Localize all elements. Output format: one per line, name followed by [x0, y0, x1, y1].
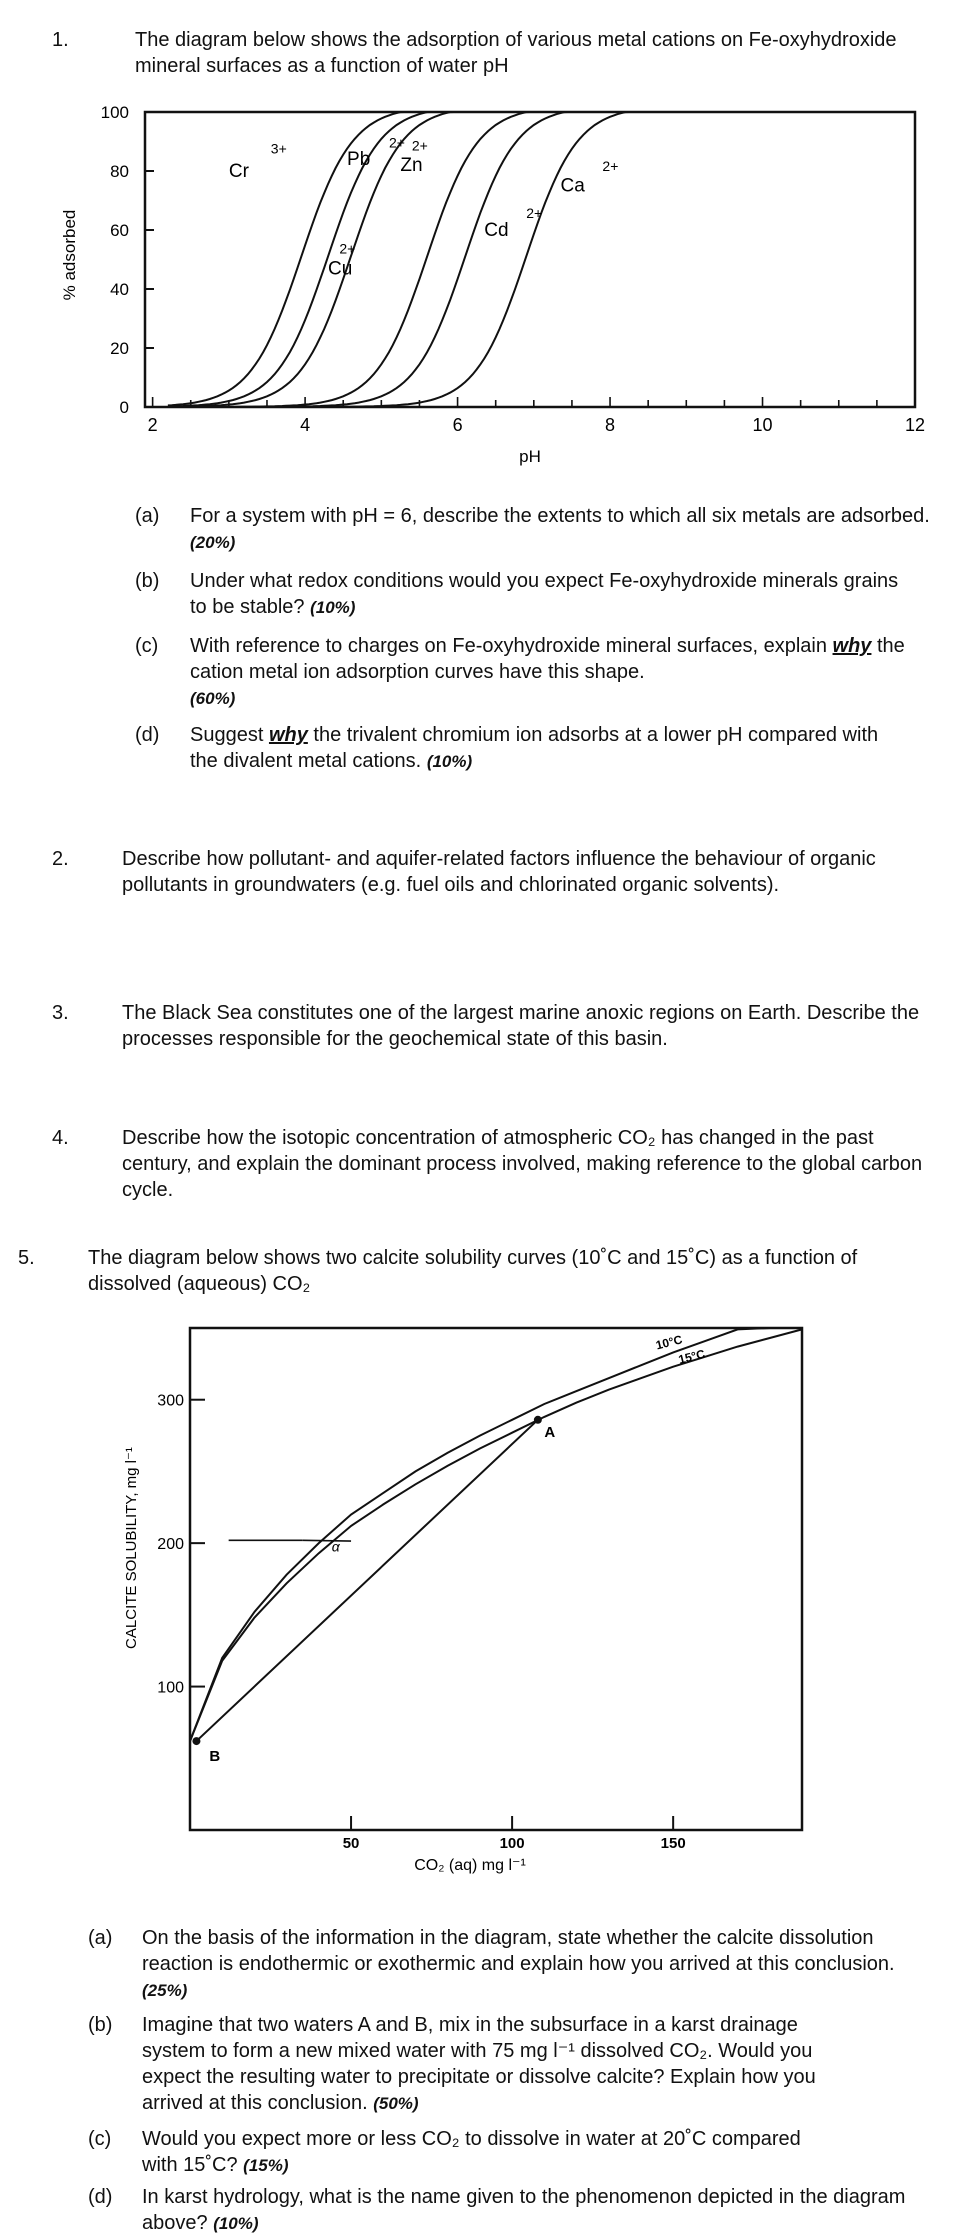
- adsorption-curve-label: Cr: [228, 160, 249, 182]
- adsorption-x-tick-label: 2: [147, 415, 158, 435]
- q5b-text: Imagine that two waters A and B, mix in the subsurface in a karst drainage system to form a new mixed water with 75 mg l⁻¹ dissolved CO₂. Would you expect the resulting water to precipitate or dissolve calcite? Explain how you arrived at this conclusion. (50%): [142, 2014, 816, 2114]
- q1a-weight: (20%): [190, 533, 236, 552]
- q5a-text: On the basis of the information in the diagram, state whether the calcite dissolution reaction is endothermic or exothermic and explain how you arrived at this conclusion. (25%): [142, 1927, 895, 2000]
- adsorption-curve-charge: 3+: [270, 140, 287, 157]
- q5d-weight: (10%): [213, 2214, 259, 2233]
- q5a-weight: (25%): [142, 1981, 188, 2000]
- calcite-chart: [0, 1320, 955, 1880]
- alpha-label: α: [331, 1538, 340, 1555]
- adsorption-chart-frame: [145, 112, 915, 407]
- question-5-number: 5.: [18, 1247, 35, 1269]
- calcite-y-tick-label: 100: [157, 1679, 184, 1697]
- adsorption-x-tick-label: 6: [452, 415, 463, 435]
- calcite-y-tick-label: 200: [157, 1536, 184, 1554]
- q1a-text: For a system with pH = 6, describe the extents to which all six metals are adsorbed. (20%): [190, 505, 930, 552]
- adsorption-chart-ylabel: % adsorbed: [60, 209, 79, 301]
- adsorption-y-tick-label: 80: [110, 162, 129, 181]
- q5d-label: (d): [88, 2186, 113, 2208]
- adsorption-curve-charge: 2+: [602, 158, 619, 174]
- adsorption-curve-label: Pb: [347, 149, 371, 171]
- q1c-why: why: [832, 635, 872, 657]
- question-3-number: 3.: [52, 1002, 69, 1024]
- question-1-text: The diagram below shows the adsorption of various metal cations on Fe-oxyhydroxide mineral surfaces as a function of water pH: [135, 29, 897, 77]
- adsorption-curve-charge: 2+: [526, 205, 543, 222]
- calcite-x-tick-label: 100: [499, 1835, 525, 1852]
- adsorption-curve-label: Cd: [484, 219, 509, 241]
- adsorption-y-tick-label: 0: [119, 398, 129, 417]
- q1d-text: Suggest why the trivalent chromium ion adsorbs at a lower pH compared with the divalent metal cations. (10%): [190, 724, 879, 772]
- adsorption-curve-label: Zn: [400, 155, 423, 176]
- mixing-point-b: [192, 1737, 200, 1745]
- adsorption-curve-label: Ca: [560, 175, 585, 197]
- alpha-construction-line: [303, 1540, 351, 1541]
- adsorption-curve-charge: 2+: [411, 137, 428, 154]
- adsorption-y-tick-label: 100: [100, 103, 129, 122]
- q1b-weight: (10%): [310, 598, 356, 617]
- adsorption-y-tick-label: 40: [110, 280, 129, 299]
- question-4-number: 4.: [52, 1127, 69, 1149]
- mixing-line: [196, 1420, 537, 1741]
- adsorption-curve-charge: 2+: [388, 134, 405, 151]
- calcite-y-tick-label: 300: [157, 1392, 184, 1410]
- question-1-number: 1.: [52, 29, 69, 51]
- q5a-label: (a): [88, 1927, 113, 1949]
- q1b-text: Under what redox conditions would you expect Fe-oxyhydroxide minerals grains to be stable? (10%): [190, 570, 899, 618]
- adsorption-x-tick-label: 12: [904, 415, 926, 435]
- calcite-curve-10c: [190, 1328, 770, 1741]
- question-3-text: The Black Sea constitutes one of the largest marine anoxic regions on Earth. Describe the processes responsible for the geochemical state of this basin.: [122, 1002, 920, 1050]
- q1a-label: (a): [135, 505, 160, 527]
- mixing-point-label: A: [544, 1424, 556, 1442]
- adsorption-chart: [0, 100, 955, 480]
- q1d-why: why: [268, 724, 308, 746]
- adsorption-y-tick-label: 60: [110, 221, 129, 240]
- question-2-text: Describe how pollutant- and aquifer-related factors influence the behaviour of organic pollutants in groundwaters (e.g. fuel oils and chlorinated organic solvents).: [122, 848, 876, 896]
- calcite-chart-ylabel: CALCITE SOLUBILITY, mg l⁻¹: [123, 1447, 140, 1649]
- mixing-point-a: [534, 1416, 542, 1424]
- calcite-curve-15c: [190, 1329, 802, 1741]
- q1c-weight: (60%): [190, 689, 236, 708]
- adsorption-x-tick-label: 4: [300, 415, 311, 435]
- question-4-text: Describe how the isotopic concentration of atmospheric CO₂ has changed in the past century, and explain the dominant process involved, making reference to the global carbon cycle.: [122, 1127, 923, 1201]
- adsorption-chart-xlabel: pH: [519, 447, 541, 466]
- q5c-weight: (15%): [243, 2156, 289, 2175]
- calcite-x-tick-label: 150: [660, 1835, 686, 1852]
- question-2-number: 2.: [52, 848, 69, 870]
- question-5-text: The diagram below shows two calcite solubility curves (10˚C and 15˚C) as a function of dissolved (aqueous) CO₂: [88, 1247, 858, 1295]
- q5b-weight: (50%): [373, 2094, 419, 2113]
- calcite-curve-label: 15°C: [676, 1346, 707, 1367]
- adsorption-y-tick-label: 20: [110, 339, 129, 358]
- mixing-point-label: B: [209, 1748, 221, 1766]
- calcite-curve-label: 10°C: [654, 1332, 684, 1353]
- q1b-label: (b): [135, 570, 160, 592]
- q1c-label: (c): [135, 635, 159, 657]
- q1d-label: (d): [135, 724, 160, 746]
- adsorption-curve-label: Cu: [327, 258, 353, 280]
- q5c-label: (c): [88, 2128, 112, 2150]
- calcite-x-tick-label: 50: [342, 1835, 360, 1852]
- q5c-text: Would you expect more or less CO₂ to dissolve in water at 20˚C compared with 15˚C? (15%): [142, 2128, 801, 2176]
- calcite-chart-xlabel: CO₂ (aq) mg l⁻¹: [414, 1857, 526, 1874]
- adsorption-curve-charge: 2+: [339, 240, 356, 257]
- adsorption-x-tick-label: 10: [752, 415, 773, 435]
- adsorption-x-tick-label: 8: [605, 415, 616, 435]
- q1c-text: With reference to charges on Fe-oxyhydroxide mineral surfaces, explain why the cation metal ion adsorption curves have this shape. (60%): [190, 635, 905, 708]
- q1d-weight: (10%): [426, 752, 473, 771]
- q5d-text: In karst hydrology, what is the name given to the phenomenon depicted in the diagram above? (10%): [142, 2186, 906, 2234]
- q5b-label: (b): [88, 2014, 113, 2036]
